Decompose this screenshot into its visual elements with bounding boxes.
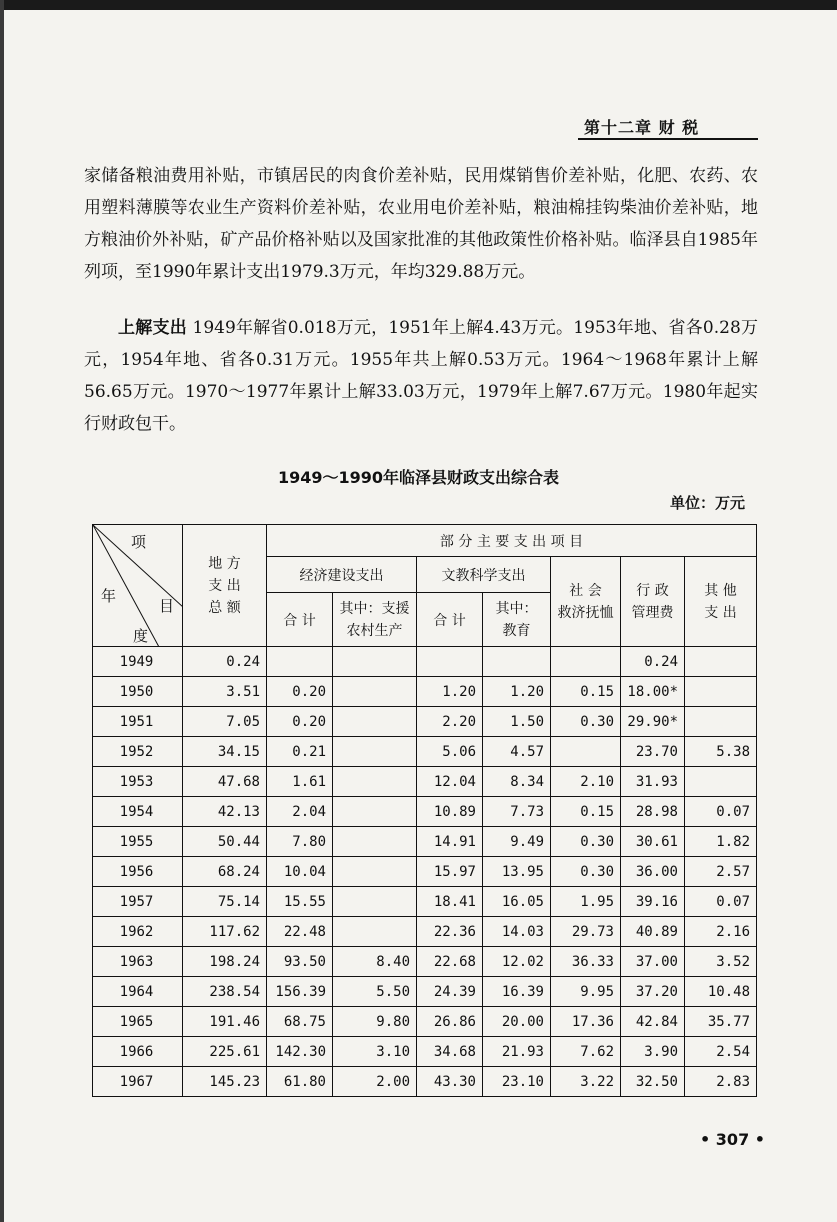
year-cell: 1950: [93, 677, 183, 707]
value-cell: 0.30: [551, 707, 621, 737]
value-cell: 36.00: [621, 857, 685, 887]
header-corner-cell: [93, 525, 183, 647]
value-cell: 36.33: [551, 947, 621, 977]
table-unit: 单位：万元: [669, 494, 745, 512]
value-cell: 5.06: [417, 737, 483, 767]
value-cell: 2.04: [267, 797, 333, 827]
table-row: [93, 887, 757, 917]
value-cell: 34.68: [417, 1037, 483, 1067]
value-cell: 2.83: [685, 1067, 757, 1097]
value-cell: [551, 737, 621, 767]
value-cell: [685, 767, 757, 797]
year-cell: 1956: [93, 857, 183, 887]
header-other-line2: 支 出: [704, 604, 737, 621]
header-cult-sub-line1: 其中：: [495, 600, 538, 617]
value-cell: 225.61: [183, 1037, 267, 1067]
value-cell: 24.39: [417, 977, 483, 1007]
table-row: [93, 827, 757, 857]
value-cell: 0.20: [267, 677, 333, 707]
value-cell: 1.61: [267, 767, 333, 797]
value-cell: [333, 887, 417, 917]
paragraph-remittance-body: 1949年解省0.018万元，1951年上解4.43万元。1953年地、省各0.28万元，1954年地、省各0.31万元。1955年共上解0.53万元。1964～1968年累计上解56.65万元。1970～1977年累计上解33.03万元，1979年上解7.67万元。1980年起实行财政包干。: [84, 318, 758, 434]
value-cell: 7.05: [183, 707, 267, 737]
value-cell: 10.04: [267, 857, 333, 887]
value-cell: 4.57: [483, 737, 551, 767]
left-scan-edge: [0, 0, 4, 1222]
value-cell: 0.24: [183, 647, 267, 677]
value-cell: 20.00: [483, 1007, 551, 1037]
value-cell: 9.95: [551, 977, 621, 1007]
corner-label-du: 度: [133, 627, 149, 645]
table-row: [93, 1037, 757, 1067]
page-number: • 307 •: [700, 1130, 765, 1149]
value-cell: 3.22: [551, 1067, 621, 1097]
value-cell: 1.82: [685, 827, 757, 857]
corner-label-nian: 年: [101, 587, 117, 605]
header-econ-sub-line1: 其中：支援: [339, 600, 410, 617]
value-cell: 16.39: [483, 977, 551, 1007]
value-cell: 0.15: [551, 677, 621, 707]
value-cell: 29.73: [551, 917, 621, 947]
value-cell: 2.16: [685, 917, 757, 947]
section-runin-heading: 上解支出: [118, 318, 187, 338]
value-cell: 8.40: [333, 947, 417, 977]
value-cell: 2.10: [551, 767, 621, 797]
value-cell: 0.24: [621, 647, 685, 677]
table-title: 1949～1990年临泽县财政支出综合表: [277, 468, 560, 487]
value-cell: 22.68: [417, 947, 483, 977]
value-cell: 12.04: [417, 767, 483, 797]
value-cell: 0.21: [267, 737, 333, 767]
value-cell: 50.44: [183, 827, 267, 857]
value-cell: 15.97: [417, 857, 483, 887]
value-cell: 0.07: [685, 887, 757, 917]
header-total-line2: 支 出: [208, 577, 241, 594]
value-cell: 156.39: [267, 977, 333, 1007]
value-cell: 191.46: [183, 1007, 267, 1037]
value-cell: 7.80: [267, 827, 333, 857]
year-cell: 1952: [93, 737, 183, 767]
value-cell: [483, 647, 551, 677]
value-cell: 31.93: [621, 767, 685, 797]
value-cell: [333, 797, 417, 827]
value-cell: 12.02: [483, 947, 551, 977]
value-cell: 5.50: [333, 977, 417, 1007]
value-cell: 238.54: [183, 977, 267, 1007]
header-total: [183, 525, 267, 647]
value-cell: 21.93: [483, 1037, 551, 1067]
header-econ-total: 合 计: [267, 593, 333, 647]
value-cell: 1.20: [417, 677, 483, 707]
value-cell: 32.50: [621, 1067, 685, 1097]
header-culture: 文教科学支出: [417, 557, 551, 593]
value-cell: 3.10: [333, 1037, 417, 1067]
table-row: [93, 737, 757, 767]
value-cell: 5.38: [685, 737, 757, 767]
value-cell: [333, 737, 417, 767]
header-cult-total: 合 计: [417, 593, 483, 647]
value-cell: 35.77: [685, 1007, 757, 1037]
expenditure-table: [92, 524, 757, 1097]
value-cell: 15.55: [267, 887, 333, 917]
value-cell: 18.41: [417, 887, 483, 917]
value-cell: 117.62: [183, 917, 267, 947]
value-cell: 0.15: [551, 797, 621, 827]
value-cell: 42.84: [621, 1007, 685, 1037]
table-row: [93, 767, 757, 797]
value-cell: 2.00: [333, 1067, 417, 1097]
year-cell: 1966: [93, 1037, 183, 1067]
year-cell: 1967: [93, 1067, 183, 1097]
value-cell: 39.16: [621, 887, 685, 917]
value-cell: 28.98: [621, 797, 685, 827]
header-rule: [578, 138, 758, 140]
header-admin-line2: 管理费: [631, 604, 674, 621]
table-row: [93, 797, 757, 827]
header-econ-sub-line2: 农村生产: [346, 622, 403, 639]
value-cell: 0.20: [267, 707, 333, 737]
value-cell: 22.48: [267, 917, 333, 947]
value-cell: 1.50: [483, 707, 551, 737]
table-row: [93, 977, 757, 1007]
year-cell: 1955: [93, 827, 183, 857]
value-cell: [333, 827, 417, 857]
value-cell: 37.00: [621, 947, 685, 977]
header-other-line1: 其 他: [704, 582, 737, 599]
table-row: [93, 1067, 757, 1097]
table-row: [93, 1007, 757, 1037]
value-cell: 2.57: [685, 857, 757, 887]
value-cell: 3.51: [183, 677, 267, 707]
value-cell: 0.30: [551, 827, 621, 857]
value-cell: [267, 647, 333, 677]
value-cell: [685, 647, 757, 677]
value-cell: 0.07: [685, 797, 757, 827]
value-cell: 16.05: [483, 887, 551, 917]
chapter-header: 第十二章 财 税: [584, 118, 700, 137]
value-cell: 26.86: [417, 1007, 483, 1037]
value-cell: [685, 677, 757, 707]
year-cell: 1964: [93, 977, 183, 1007]
year-cell: 1949: [93, 647, 183, 677]
value-cell: 198.24: [183, 947, 267, 977]
value-cell: 40.89: [621, 917, 685, 947]
table-row: [93, 677, 757, 707]
corner-label-item: 项: [131, 533, 147, 551]
year-cell: 1953: [93, 767, 183, 797]
table-row: [93, 917, 757, 947]
header-social: [551, 557, 621, 647]
value-cell: [333, 857, 417, 887]
value-cell: 68.24: [183, 857, 267, 887]
header-econ: 经济建设支出: [267, 557, 417, 593]
header-admin: [621, 557, 685, 647]
table-row: [93, 647, 757, 677]
year-cell: 1951: [93, 707, 183, 737]
corner-label-mu: 目: [159, 597, 175, 615]
year-cell: 1962: [93, 917, 183, 947]
value-cell: 93.50: [267, 947, 333, 977]
value-cell: 0.30: [551, 857, 621, 887]
value-cell: 3.52: [685, 947, 757, 977]
year-cell: 1965: [93, 1007, 183, 1037]
value-cell: [551, 647, 621, 677]
paragraph-subsidies: 家储备粮油费用补贴，市镇居民的肉食价差补贴，民用煤销售价差补贴，化肥、农药、农用塑料薄膜等农业生产资料价差补贴，农业用电价差补贴，粮油棉挂钩柴油价差补贴，地方粮油价外补贴，矿产品价格补贴以及国家批准的其他政策性价格补贴。临泽县自1985年列项，至1990年累计支出1979.3万元，年均329.88万元。: [84, 166, 758, 282]
header-cult-sub-line2: 教育: [502, 622, 531, 639]
value-cell: 43.30: [417, 1067, 483, 1097]
value-cell: 37.20: [621, 977, 685, 1007]
value-cell: 14.91: [417, 827, 483, 857]
value-cell: 1.95: [551, 887, 621, 917]
value-cell: 75.14: [183, 887, 267, 917]
header-econ-sub: [333, 593, 417, 647]
value-cell: 47.68: [183, 767, 267, 797]
value-cell: 3.90: [621, 1037, 685, 1067]
paragraph-remittance: [84, 312, 758, 440]
year-cell: 1954: [93, 797, 183, 827]
value-cell: 7.62: [551, 1037, 621, 1067]
value-cell: 2.54: [685, 1037, 757, 1067]
header-total-line1: 地 方: [208, 555, 241, 572]
value-cell: 23.10: [483, 1067, 551, 1097]
header-group: 部 分 主 要 支 出 项 目: [267, 525, 757, 557]
value-cell: 2.20: [417, 707, 483, 737]
value-cell: 29.90*: [621, 707, 685, 737]
value-cell: [333, 707, 417, 737]
table-body: [93, 647, 757, 1097]
value-cell: 18.00*: [621, 677, 685, 707]
value-cell: 7.73: [483, 797, 551, 827]
value-cell: [333, 767, 417, 797]
header-other: [685, 557, 757, 647]
value-cell: 68.75: [267, 1007, 333, 1037]
value-cell: 30.61: [621, 827, 685, 857]
table-row: [93, 707, 757, 737]
header-social-line2: 救济抚恤: [557, 604, 614, 621]
year-cell: 1963: [93, 947, 183, 977]
value-cell: 17.36: [551, 1007, 621, 1037]
top-scan-edge: [0, 0, 837, 10]
header-admin-line1: 行 政: [636, 582, 669, 599]
value-cell: [333, 647, 417, 677]
value-cell: [685, 707, 757, 737]
value-cell: [333, 917, 417, 947]
value-cell: 145.23: [183, 1067, 267, 1097]
value-cell: 34.15: [183, 737, 267, 767]
value-cell: 23.70: [621, 737, 685, 767]
value-cell: 13.95: [483, 857, 551, 887]
value-cell: 22.36: [417, 917, 483, 947]
value-cell: 42.13: [183, 797, 267, 827]
value-cell: [333, 677, 417, 707]
table-row: [93, 947, 757, 977]
value-cell: 9.49: [483, 827, 551, 857]
value-cell: 142.30: [267, 1037, 333, 1067]
header-cult-sub: [483, 593, 551, 647]
value-cell: 61.80: [267, 1067, 333, 1097]
value-cell: 8.34: [483, 767, 551, 797]
value-cell: 9.80: [333, 1007, 417, 1037]
value-cell: 10.48: [685, 977, 757, 1007]
header-total-line3: 总 额: [208, 599, 241, 616]
value-cell: 10.89: [417, 797, 483, 827]
value-cell: [417, 647, 483, 677]
value-cell: 14.03: [483, 917, 551, 947]
table-row: [93, 857, 757, 887]
year-cell: 1957: [93, 887, 183, 917]
value-cell: 1.20: [483, 677, 551, 707]
header-social-line1: 社 会: [569, 582, 602, 599]
